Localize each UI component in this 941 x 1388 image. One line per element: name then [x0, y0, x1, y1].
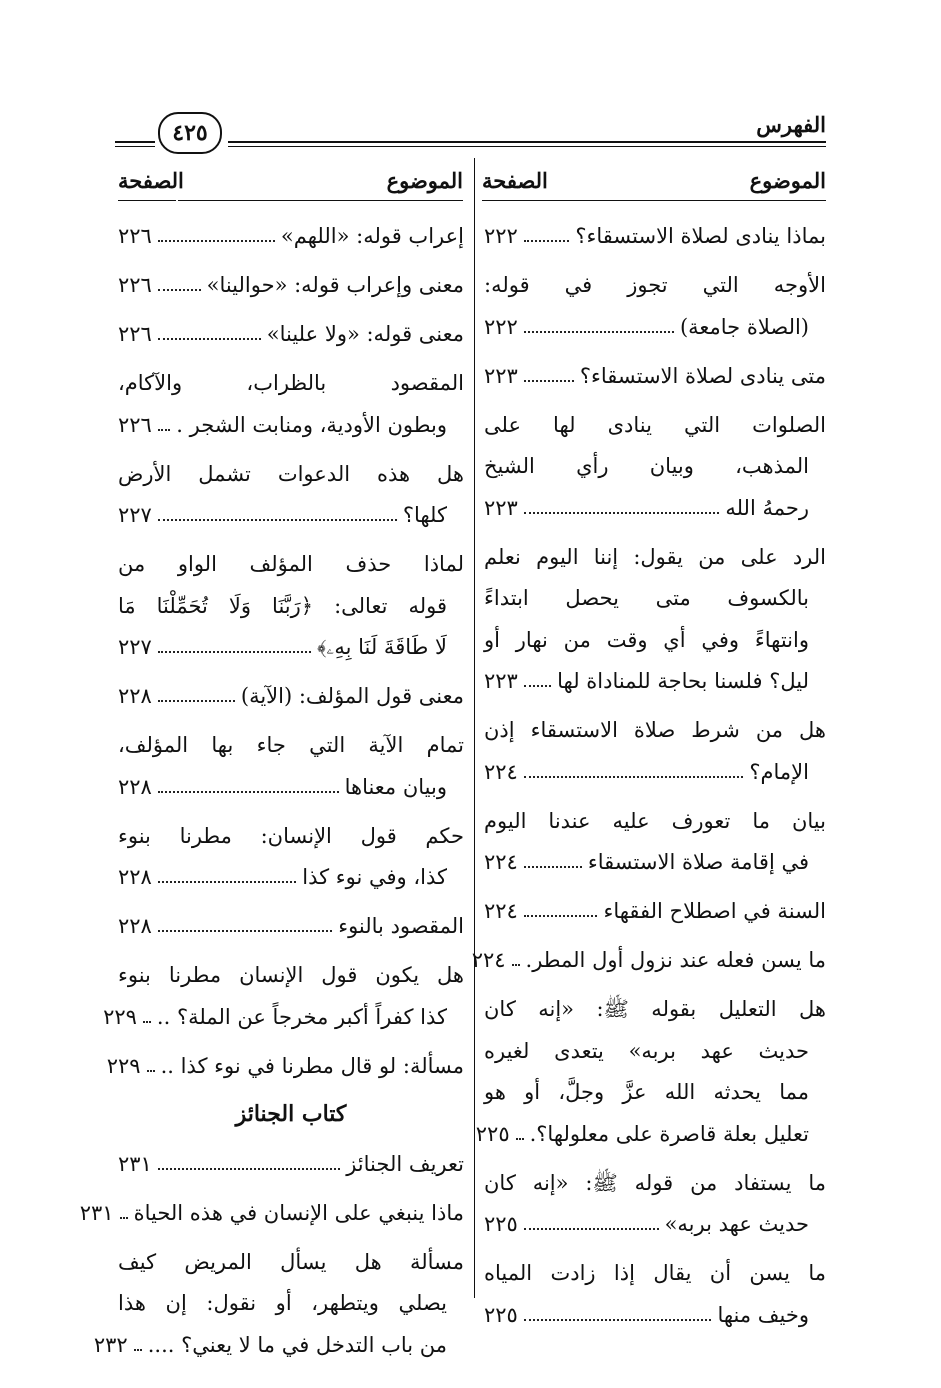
index-entry-line: [118, 957, 464, 993]
right-topic-header: الموضوع: [749, 168, 826, 193]
index-entry-line: [118, 727, 464, 763]
dot-leader: [158, 338, 261, 340]
index-entry-text: معنى قوله: «ولا علينا»: [266, 322, 464, 346]
index-entry-text: مسألة: لو قال مطرنا في نوء كذا ..: [160, 1053, 464, 1078]
dot-leader: [147, 1070, 155, 1072]
index-entry-text: ما يسن أن يقال إذا زادت المياه: [484, 1261, 826, 1285]
index-entry-page-number: ٢٢٩: [103, 1004, 137, 1029]
index-entry-line: [484, 754, 809, 790]
index-entry-text: لماذا حذف المؤلف الواو من: [118, 552, 464, 576]
index-entry-page-number: ٢٢٦: [118, 224, 152, 248]
index-entry-line: [484, 407, 826, 443]
index-entry-text: وانتهاءً وفي أي وقت من نهار أو: [484, 627, 809, 652]
index-entry-text: مسألة هل يسأل المريض كيف: [118, 1249, 464, 1274]
dot-leader: [524, 685, 551, 687]
index-entry-text: في إقامة صلاة الاستسقاء: [587, 850, 809, 874]
index-entry-text: السنة في اصطلاح الفقهاء: [603, 899, 826, 923]
index-entry-text: حكم قول الإنسان: مطرنا بنوء: [118, 823, 464, 848]
index-entry-page-number: ٢٢٤: [471, 948, 506, 972]
index-entry-line: [93, 1327, 447, 1363]
dot-leader: [120, 1217, 128, 1219]
dot-leader: [516, 1138, 524, 1140]
dot-leader: [524, 240, 570, 242]
index-entry-line: [484, 358, 826, 394]
index-entry-line: [484, 1297, 809, 1333]
dot-leader: [158, 429, 170, 431]
index-entry-line: [484, 1074, 809, 1110]
index-entry-page-number: ٢٢٨: [118, 774, 152, 799]
index-entry-text: هل هذه الدعوات تشمل الأرض: [118, 461, 464, 486]
index-entry-page-number: ٢٣٢: [93, 1332, 128, 1357]
index-entry-text: المقصود بالنوء: [338, 914, 464, 938]
index-entry-page-number: ٢٢٣: [484, 363, 518, 388]
header-rule: [228, 141, 826, 143]
index-entry-page-number: ٢٢٤: [484, 899, 518, 923]
index-entry-line: [484, 844, 809, 880]
index-entry-text: الأوجه التي تجوز في قوله:: [484, 273, 826, 297]
index-entry-line: [118, 1285, 447, 1321]
index-entry-text: إعراب قوله: «اللهم»: [280, 224, 464, 248]
index-entry-text: هل من شرط صلاة الاستسقاء إذن: [484, 718, 826, 742]
index-entry-text: المقصود بالظراب، والآكام،: [118, 371, 464, 395]
index-entry-text: يصلي ويتطهر، أو نقول: إن هذا: [118, 1291, 447, 1315]
dot-leader: [134, 1349, 142, 1351]
index-entry-page-number: ٢٢٣: [484, 669, 518, 693]
left-page-header: الصفحة: [118, 168, 184, 193]
index-entry-page-number: ٢٢٦: [118, 322, 152, 346]
index-entry-line: [118, 769, 447, 805]
index-entry-line: [484, 622, 809, 658]
dot-leader: [524, 776, 744, 778]
dot-leader: [158, 791, 339, 793]
index-entry-line: [79, 1195, 464, 1231]
dot-leader: [158, 289, 201, 291]
index-entry-page-number: ٢٢٥: [484, 1212, 518, 1236]
index-entry-line: [484, 1255, 826, 1291]
index-entry-page-number: ٢٢٣: [484, 495, 518, 520]
index-entry-line: [118, 218, 464, 254]
index-entry-text: لَا طَاقَةَ لَنَا بِهِۦ﴾: [317, 635, 447, 659]
index-entry-text: بماذا ينادى لصلاة الاستسقاء؟: [575, 224, 826, 248]
index-entry-text: هل يكون قول الإنسان مطرنا بنوء: [118, 963, 464, 987]
index-entry-text: كلها؟: [402, 503, 447, 527]
dot-leader: [524, 512, 720, 514]
dot-leader: [158, 651, 311, 653]
index-entry-line: [484, 218, 826, 254]
dot-leader: [158, 519, 397, 521]
dot-leader: [158, 930, 332, 932]
index-entry-line: [484, 539, 826, 575]
index-entry-page-number: ٢٢٩: [106, 1053, 141, 1078]
index-entry-text: ليل؟ فلسنا بحاجة للمناداة لها: [557, 669, 809, 693]
index-entry-line: [118, 678, 464, 714]
index-entry-line: [484, 1165, 826, 1201]
index-entry-line: [118, 365, 464, 401]
index-entry-text: معنى قول المؤلف: (الآية): [240, 684, 464, 708]
index-entry-line: [118, 267, 464, 303]
index-entry-text: رحمهُ الله: [725, 495, 809, 520]
index-entry-text: بيان ما تعورف عليه عندنا اليوم: [484, 808, 826, 833]
index-entry-page-number: ٢٣١: [118, 1151, 152, 1176]
dot-leader: [524, 866, 582, 868]
index-entry-line: [118, 1146, 464, 1182]
dot-leader: [158, 881, 296, 883]
dot-leader: [158, 240, 275, 242]
index-entry-page-number: ٢٢٥: [484, 1302, 518, 1327]
index-entry-page-number: ٢٢٤: [484, 759, 518, 784]
index-entry-line: [484, 803, 826, 839]
index-entry-page-number: ٢٢٨: [118, 865, 152, 889]
index-entry-text: حديث عهد بربه»: [664, 1212, 809, 1236]
column-header-rule: [118, 200, 176, 201]
left-topic-header: الموضوع: [386, 168, 463, 193]
index-entry-text: وخيف منها: [717, 1302, 809, 1327]
index-entry-line: [118, 497, 447, 533]
index-entry-line: [484, 663, 809, 699]
index-entry-text: وبطون الأودية، ومنابت الشجر .: [176, 412, 447, 437]
index-entry-page-number: ٢٣١: [79, 1200, 114, 1225]
dot-leader: [524, 1228, 659, 1230]
dot-leader: [143, 1021, 151, 1023]
index-entry-line: [484, 580, 809, 616]
index-entry-page-number: ٢٢٧: [118, 635, 152, 659]
index-entry-text: (الصلاة جامعة): [679, 314, 809, 339]
index-entry-text: الصلوات التي ينادى لها على: [484, 412, 826, 437]
column-header-rule: [528, 200, 826, 201]
index-entry-text: متى ينادى لصلاة الاستسقاء؟: [579, 363, 826, 388]
index-entry-text: معنى وإعراب قوله: «حوالينا»: [206, 273, 464, 297]
chapter-heading: كتاب الجنائز: [235, 1100, 347, 1127]
index-entry-line: [118, 1244, 464, 1280]
running-header-title: الفهرس: [756, 112, 826, 137]
header-rule: [115, 146, 155, 147]
index-entry-text: قوله تعالى: ﴿رَبَّنَا وَلَا تُحَمِّلْنَا مَا: [118, 593, 447, 618]
header-rule: [115, 141, 155, 143]
index-entry-text: الرد على من يقول: إننا اليوم نعلم: [484, 544, 826, 569]
index-entry-line: [471, 942, 826, 978]
column-header-rule: [178, 200, 463, 201]
index-entry-line: [484, 448, 809, 484]
index-entry-line: [484, 1033, 809, 1069]
index-entry-page-number: ٢٢٦: [118, 273, 152, 297]
dot-leader: [524, 915, 598, 917]
index-entry-text: كذا، وفي نوء كذا: [302, 865, 447, 889]
dot-leader: [524, 1319, 712, 1321]
index-entry-text: ما يستفاد من قوله ﷺ: «إنه كان: [484, 1170, 826, 1195]
dot-leader: [524, 380, 574, 382]
index-entry-line: [118, 456, 464, 492]
index-entry-line: [118, 546, 464, 582]
page-number-badge: ٤٢٥: [158, 112, 222, 154]
index-entry-line: [118, 818, 464, 854]
index-entry-page-number: ٢٢٢: [484, 314, 518, 339]
index-entry-line: [103, 999, 447, 1035]
index-entry-line: [484, 893, 826, 929]
index-entry-page-number: ٢٢٨: [118, 684, 152, 708]
index-entry-text: حديث عهد بربه» يتعدى لغيره: [484, 1038, 809, 1063]
index-entry-text: من باب التدخل في ما لا يعني؟ ....: [147, 1332, 447, 1357]
index-entry-text: الإمام؟: [749, 759, 809, 784]
index-entry-page-number: ٢٢٧: [118, 503, 152, 527]
index-entry-text: كذا كفراً أكبر مخرجاً عن الملة؟ ..: [156, 1004, 447, 1029]
index-entry-page-number: ٢٢٦: [118, 412, 152, 437]
index-entry-line: [484, 1206, 809, 1242]
index-entry-text: بالكسوف متى يحصل ابتداءً: [484, 586, 809, 610]
index-entry-text: هل التعليل بقوله ﷺ: «إنه كان: [484, 997, 826, 1021]
index-entry-text: مما يحدثه الله عزَّ وجلَّ، أو هو: [484, 1080, 809, 1104]
index-entry-line: [106, 1048, 464, 1084]
dot-leader: [158, 1168, 340, 1170]
index-entry-page-number: ٢٢٤: [484, 850, 518, 874]
index-entry-line: [118, 908, 464, 944]
index-entry-line: [484, 490, 809, 526]
index-entry-text: ما يسن فعله عند نزول أول المطر.: [525, 948, 826, 972]
index-entry-line: [118, 316, 464, 352]
index-entry-text: ماذا ينبغي على الإنسان في هذه الحياة: [133, 1200, 464, 1225]
column-header-rule: [482, 200, 540, 201]
index-entry-line: [118, 629, 447, 665]
dot-leader: [524, 331, 674, 333]
index-entry-page-number: ٢٢٥: [475, 1121, 510, 1146]
index-entry-text: تعليل بعلة قاصرة على معلولها؟.: [529, 1121, 809, 1146]
index-entry-line: [118, 859, 447, 895]
index-entry-line: [484, 991, 826, 1027]
header-rule: [228, 146, 826, 147]
right-page-header: الصفحة: [482, 168, 548, 193]
index-entry-line: [484, 267, 826, 303]
index-entry-line: [118, 407, 447, 443]
index-entry-text: تعريف الجنائز: [346, 1151, 464, 1176]
dot-leader: [512, 964, 520, 966]
index-entry-line: [484, 309, 809, 345]
index-entry-page-number: ٢٢٨: [118, 914, 152, 938]
index-entry-line: [484, 712, 826, 748]
index-entry-line: [475, 1116, 809, 1152]
index-entry-text: وبيان معناها: [344, 774, 447, 799]
index-entry-line: [118, 588, 447, 624]
index-entry-text: المذهب، وبيان رأي الشيخ: [484, 454, 809, 478]
index-entry-page-number: ٢٢٢: [484, 224, 518, 248]
dot-leader: [158, 700, 235, 702]
index-entry-text: تمام الآية التي جاء بها المؤلف،: [118, 733, 464, 757]
